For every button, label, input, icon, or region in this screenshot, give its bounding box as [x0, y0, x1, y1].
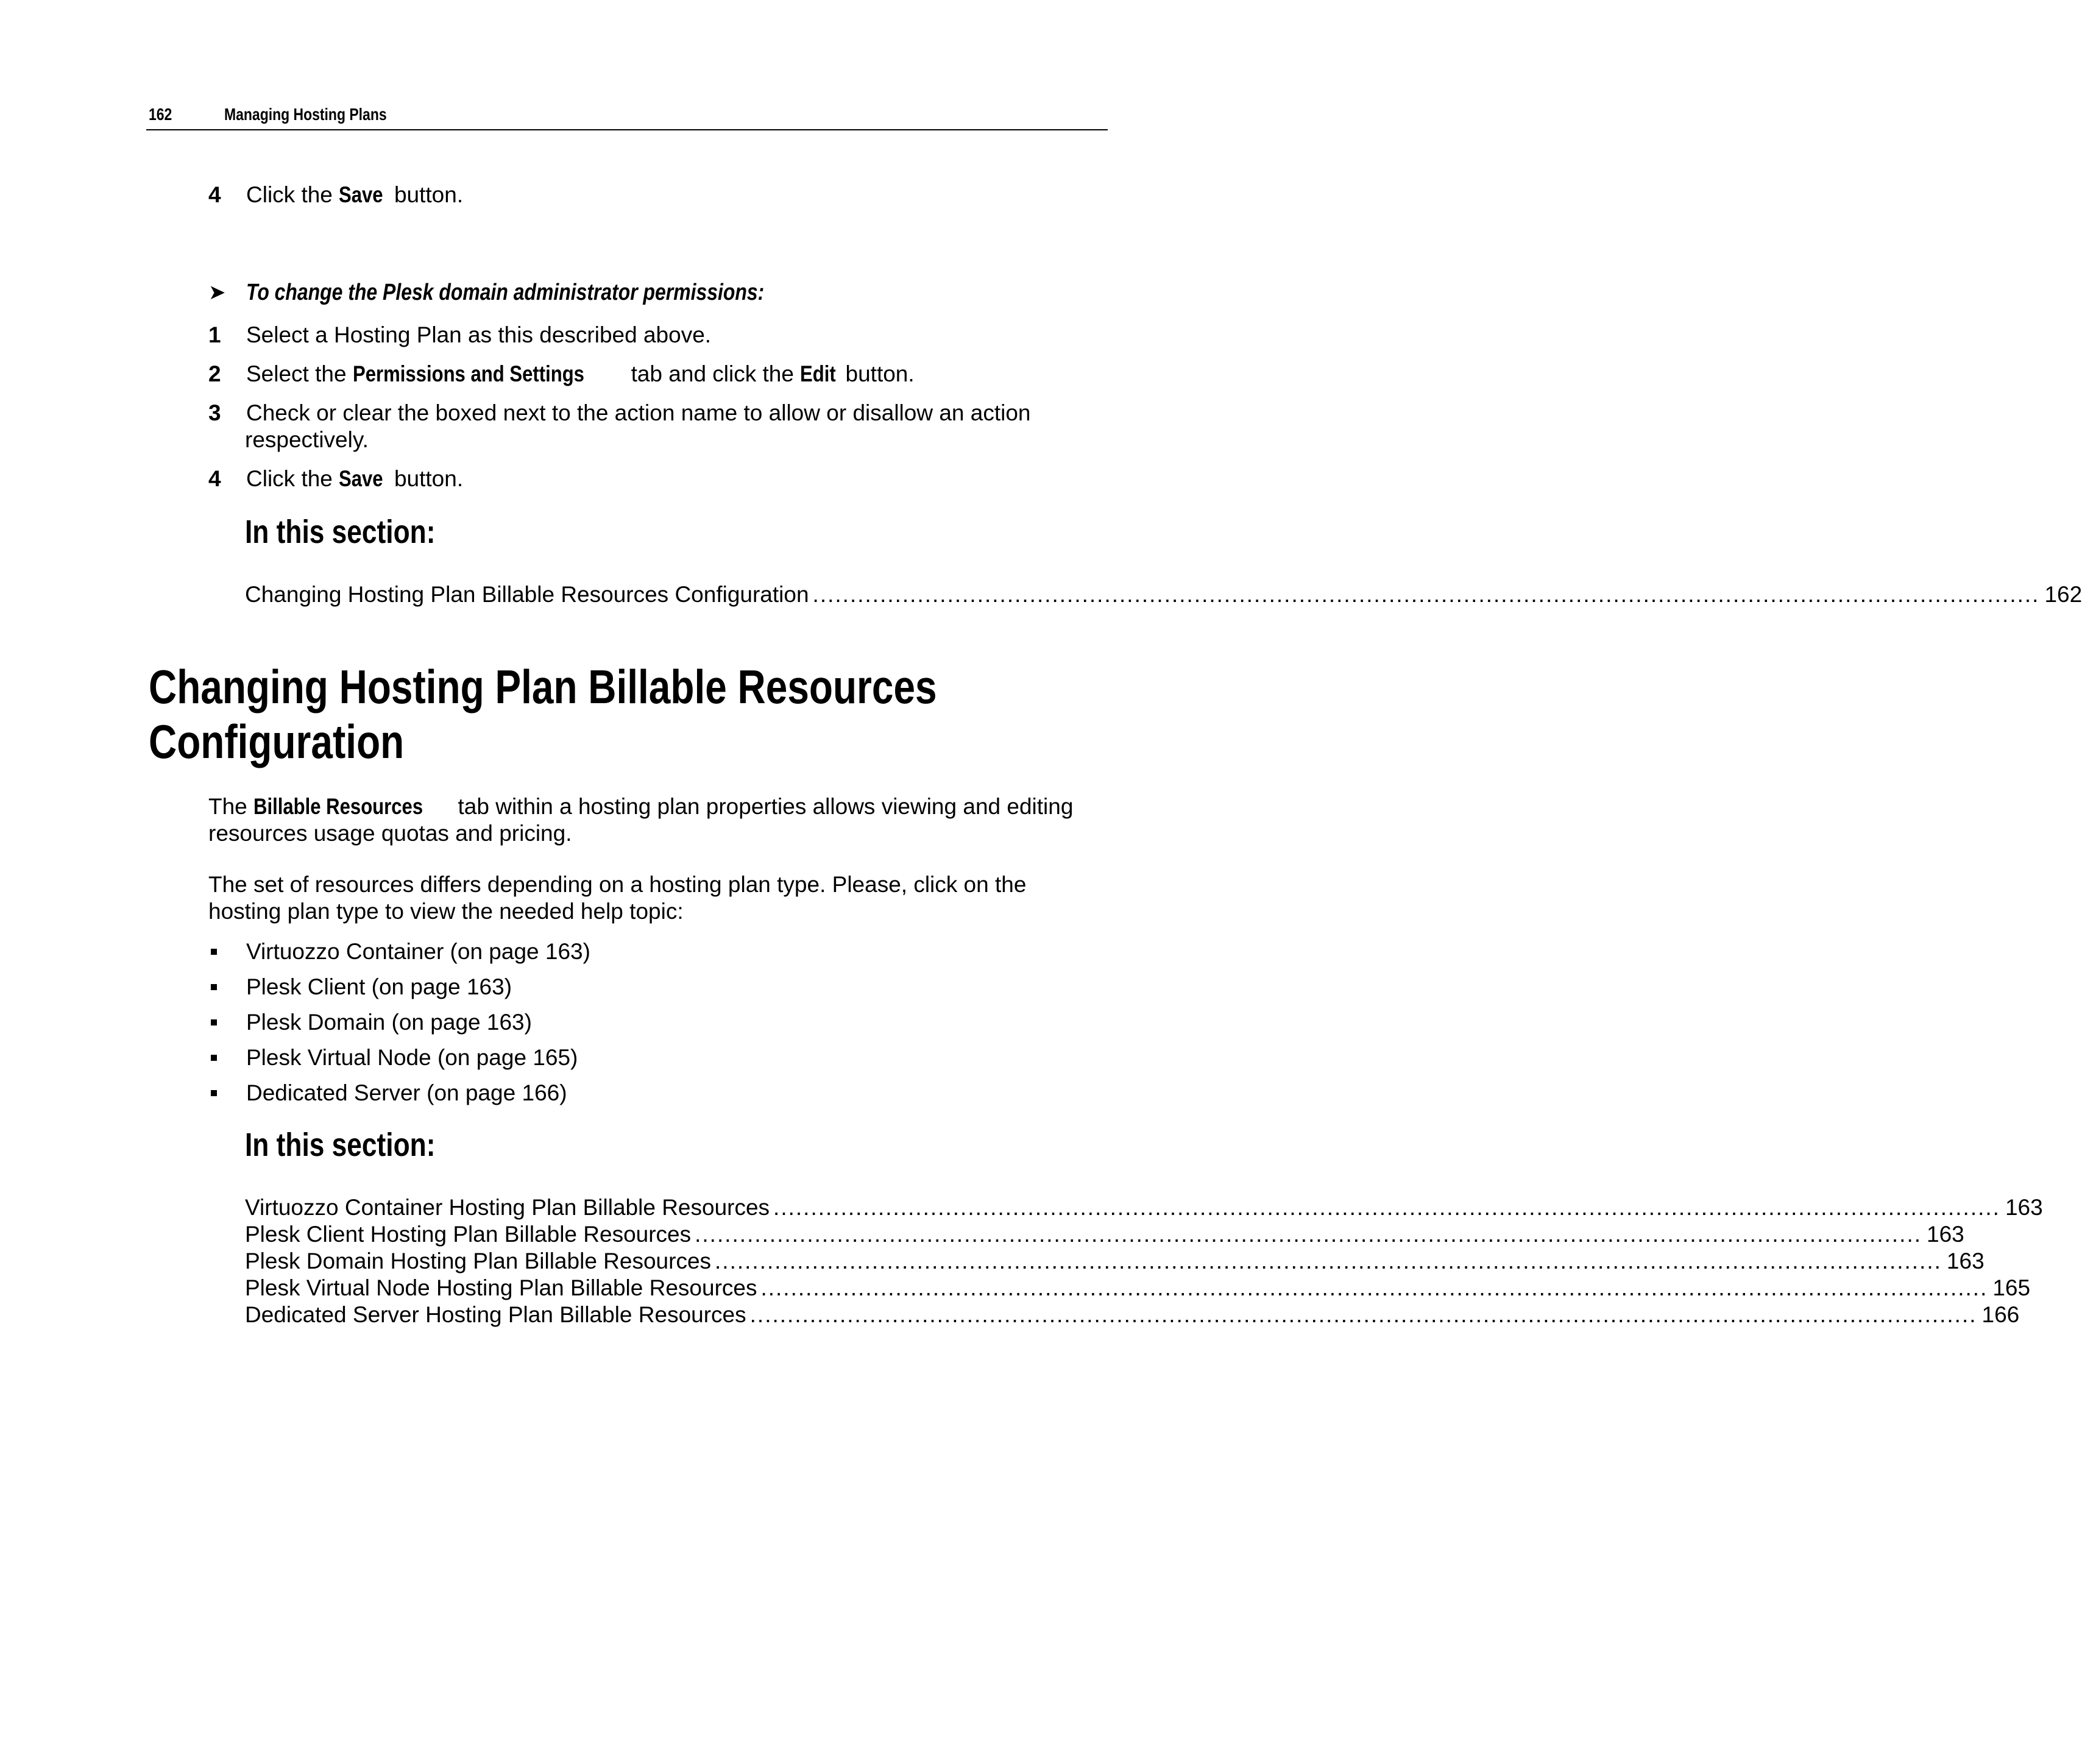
step-number: 1	[208, 322, 221, 347]
list-item-link[interactable]: Plesk Client (on page 163)	[246, 974, 512, 999]
step-number: 3	[208, 400, 221, 425]
list-item-link[interactable]: Plesk Virtual Node (on page 165)	[246, 1045, 578, 1070]
toc-entry[interactable]	[245, 1194, 2043, 1221]
list-item-link[interactable]: Dedicated Server (on page 166)	[246, 1080, 567, 1105]
bullet-icon	[211, 1090, 217, 1096]
main-heading-line2: Configuration	[149, 715, 405, 768]
step-number: 4	[208, 182, 221, 207]
toc-entry[interactable]	[245, 1302, 2020, 1328]
billable-resources-tab-reference: Billable Resources	[253, 794, 423, 819]
toc-entry-title[interactable]: Virtuozzo Container Hosting Plan Billable Resources	[245, 1195, 770, 1220]
toc-entry-title[interactable]: Plesk Domain Hosting Plan Billable Resources	[245, 1249, 712, 1273]
toc-entry-title[interactable]: Plesk Client Hosting Plan Billable Resources	[245, 1222, 692, 1247]
section-heading: In this section:	[245, 514, 436, 550]
toc-entry-page: 166	[1981, 1302, 2020, 1327]
list-item-link[interactable]: Plesk Domain (on page 163)	[246, 1010, 532, 1035]
running-title: Managing Hosting Plans	[224, 105, 387, 124]
step-text: Select a Hosting Plan as this described above.	[246, 322, 712, 347]
toc-entry-title[interactable]: Plesk Virtual Node Hosting Plan Billable Resources	[245, 1275, 757, 1300]
main-heading	[149, 659, 1098, 769]
toc-entry-page: 163	[2005, 1195, 2043, 1220]
toc-entry-page: 163	[1927, 1222, 1964, 1247]
toc-entry-page: 165	[1992, 1275, 2031, 1300]
toc-entry[interactable]	[245, 1275, 2031, 1302]
bullet-icon	[211, 1055, 217, 1061]
step-text: Click the Save button.	[246, 466, 464, 491]
save-button-reference: Save	[339, 182, 383, 207]
paragraph-resource-set: The set of resources differs depending on a hosting plan type. Please, click on the hosting plan type to view the needed help topic:	[208, 872, 1027, 924]
toc-leader: ....................................................................................................................................................................	[773, 1195, 2000, 1220]
step-number: 2	[208, 361, 221, 386]
toc-entry-page: 163	[1946, 1249, 1985, 1273]
toc-entry[interactable]	[245, 581, 2082, 608]
toc-entry-title[interactable]: Changing Hosting Plan Billable Resources Configuration	[245, 582, 809, 607]
toc-leader: ....................................................................................................................................................................	[760, 1275, 1988, 1300]
arrow-icon: ➤	[208, 281, 226, 304]
section-toc	[245, 1194, 2043, 1328]
toc-leader: ....................................................................................................................................................................	[715, 1249, 1942, 1273]
toc-leader: ....................................................................................................................................................................	[749, 1302, 1977, 1327]
page-number: 162	[149, 105, 172, 124]
toc-entry-title[interactable]: Dedicated Server Hosting Plan Billable Resources	[245, 1302, 746, 1327]
section-heading: In this section:	[245, 1127, 436, 1163]
toc-entry[interactable]	[245, 1248, 1985, 1275]
step-text-continued: respectively.	[245, 427, 369, 452]
save-button-reference: Save	[339, 466, 383, 491]
section-toc	[245, 581, 2082, 608]
step-text: Check or clear the boxed next to the action name to allow or disallow an action	[246, 400, 1031, 425]
bullet-icon	[211, 984, 217, 990]
paragraph-billable-resources: The Billable Resources tab within a hosting plan properties allows viewing and editing resources usage quotas and pricing.	[208, 794, 1074, 846]
permissions-tab-reference: Permissions and Settings	[352, 361, 584, 386]
bullet-icon	[211, 1019, 217, 1025]
toc-leader: ....................................................................................................................................................................	[812, 582, 2040, 607]
bullet-icon	[211, 949, 217, 955]
step-number: 4	[208, 466, 221, 491]
page-header	[146, 102, 1108, 130]
toc-leader: ....................................................................................................................................................................	[695, 1222, 1922, 1247]
list-item-link[interactable]: Virtuozzo Container (on page 163)	[246, 939, 590, 964]
step-text: Click the Save button.	[246, 182, 464, 207]
toc-entry-page: 162	[2044, 582, 2082, 607]
procedure-title-text: To change the Plesk domain administrator permissions:	[246, 280, 765, 305]
main-heading-line1: Changing Hosting Plan Billable Resources	[149, 660, 937, 714]
edit-button-reference: Edit	[800, 361, 836, 386]
toc-entry[interactable]	[245, 1221, 1964, 1248]
step-text: Select the Permissions and Settings tab and click the Edit button.	[246, 361, 915, 386]
